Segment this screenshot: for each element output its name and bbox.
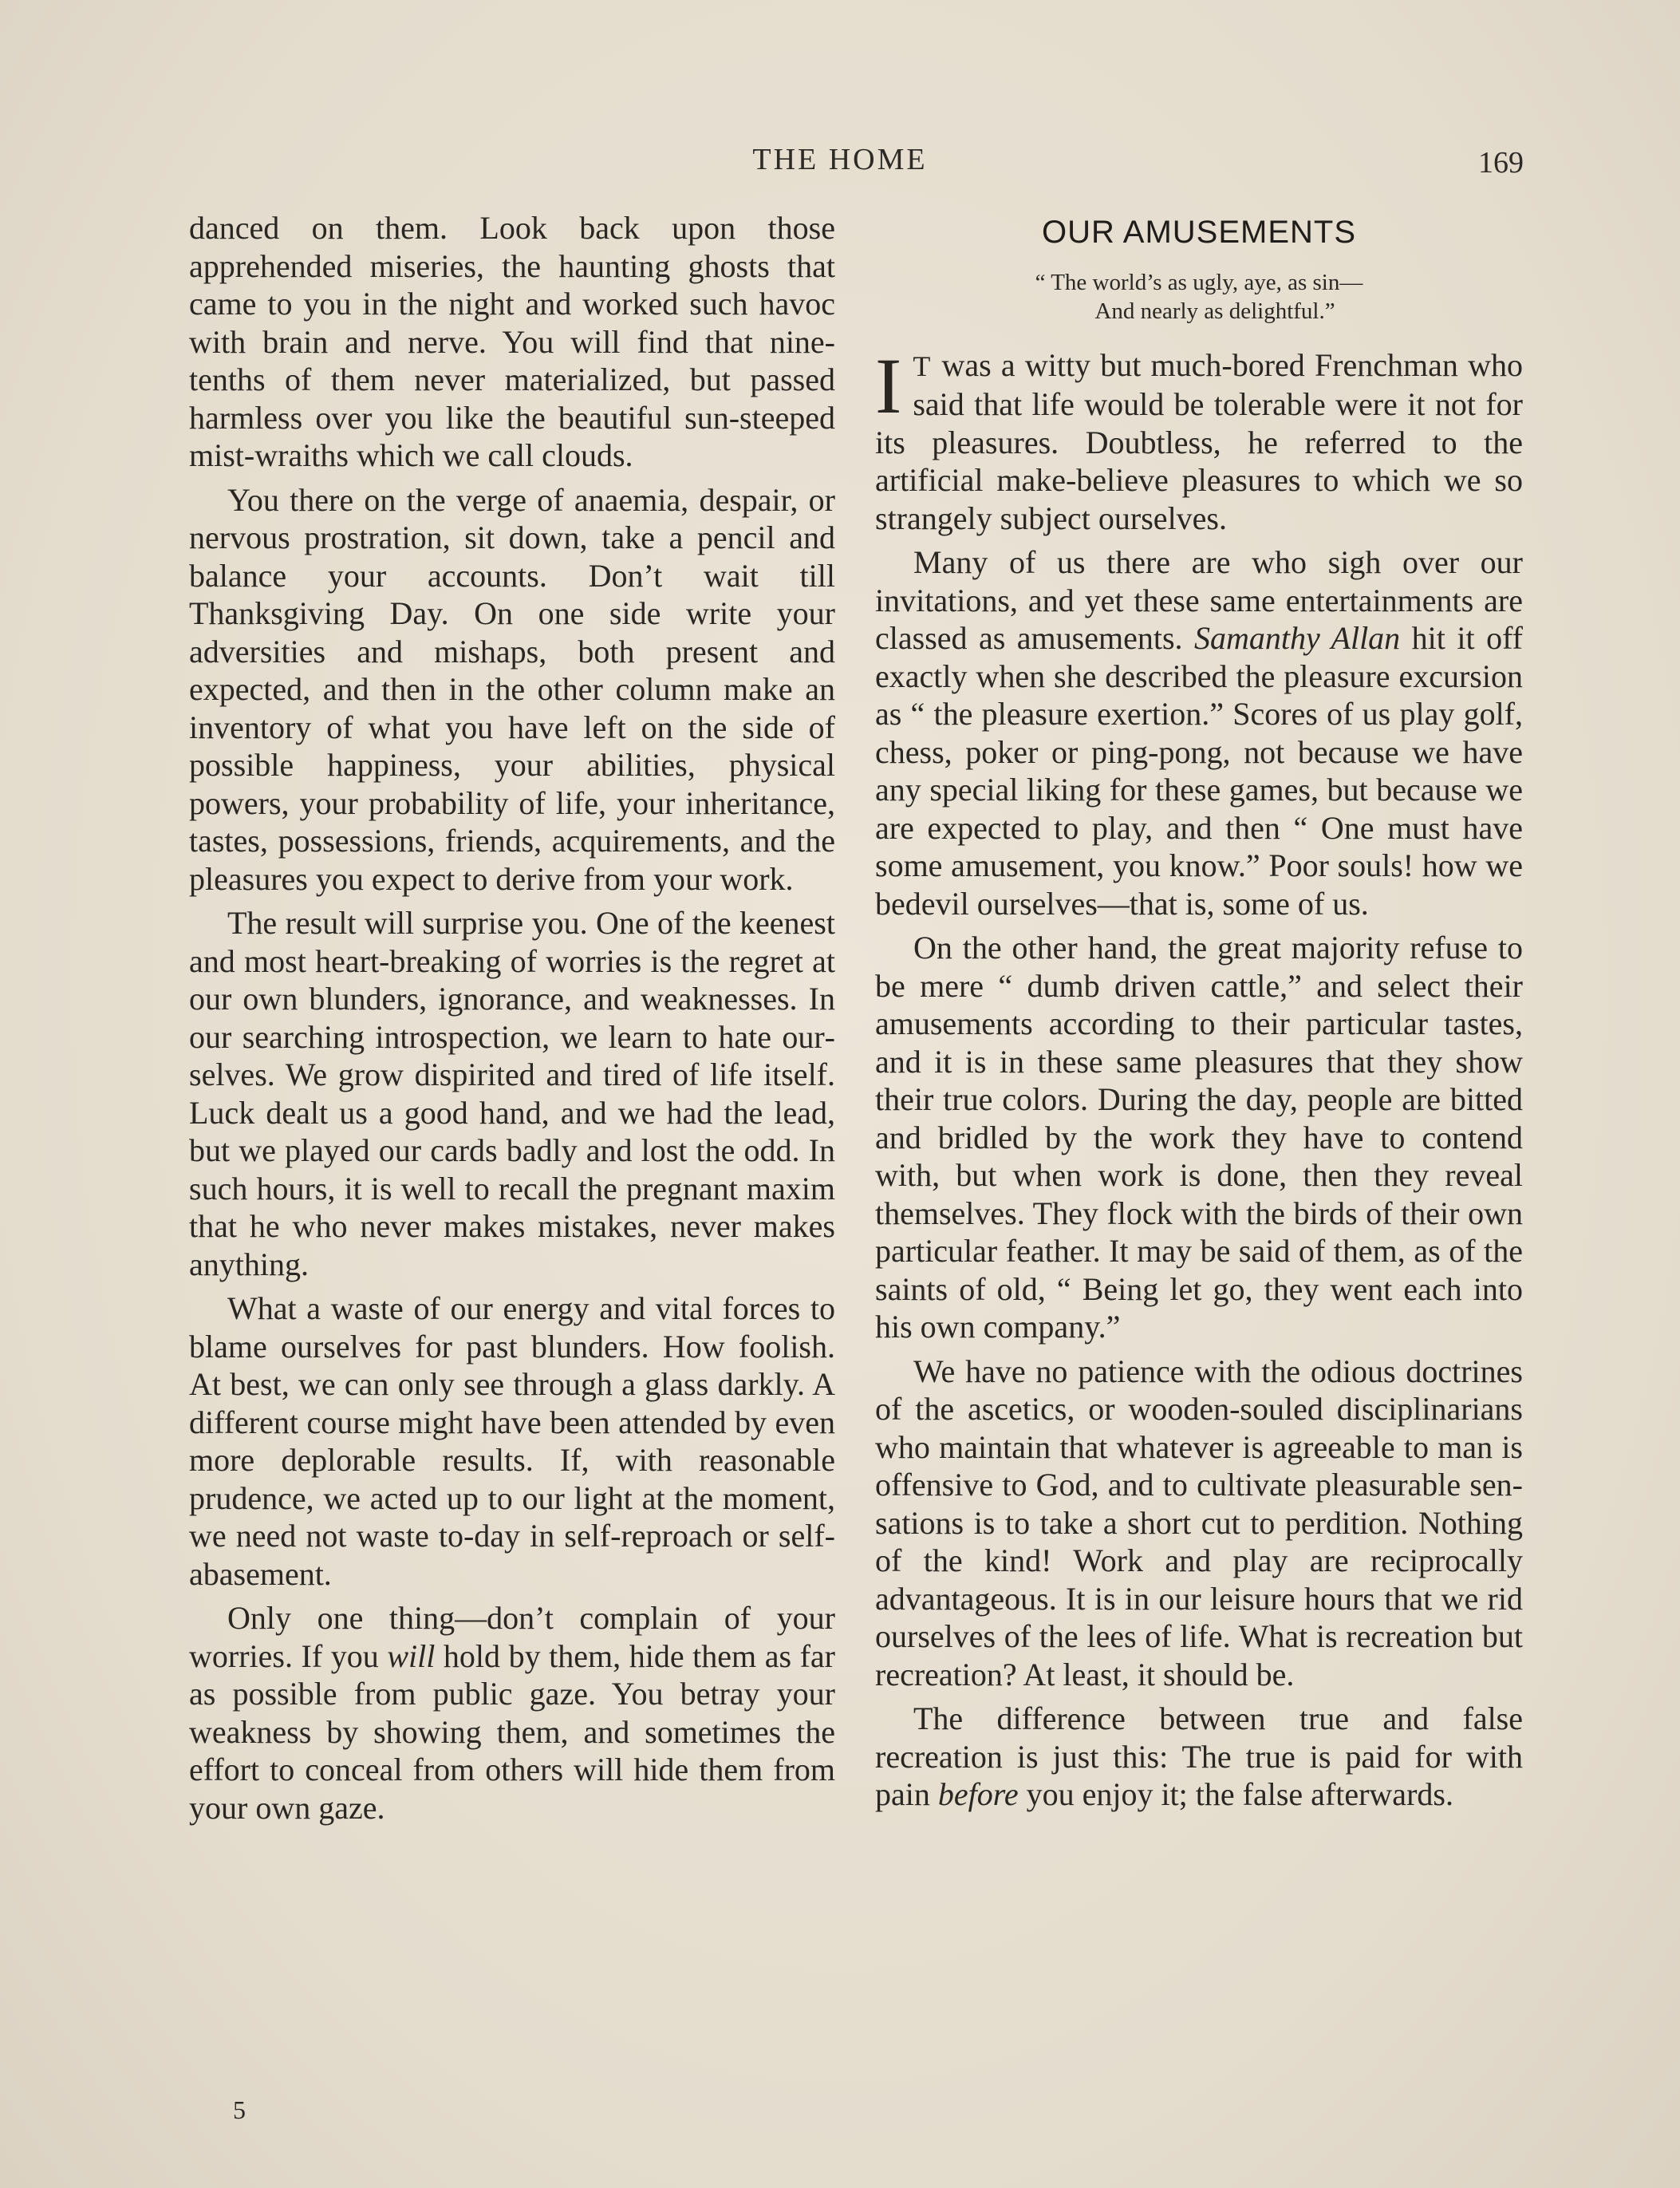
running-head: THE HOME — [752, 143, 928, 176]
left-p5-emphasis: will — [387, 1637, 436, 1674]
right-p5-text-a: The difference between true and false recreation is just this: The true is paid for with pain — [875, 1700, 1523, 1812]
right-paragraph-3: On the other hand, the great majority refuse to be mere “ dumb driven cattle,” and select their amusements according to their particular tastes, and it is in these same pleasures that they show their true colors. During the day, people are bitted and bridled by the work they have to contend with, but when work is done, then they reveal themselves. They flock with the birds of their own particular feather. It may be said of them, as of the saints of old, “ Being let go, they went each into his own company.” — [875, 930, 1523, 1345]
signature-mark: 5 — [233, 2095, 246, 2124]
right-p5-emphasis: before — [937, 1776, 1019, 1812]
right-p2-text-b: hit it off exactly when she described the pleasure excursion as “ the pleasure exertion.” Scores of us play golf, chess, poker or ping-pong, not because we have any special liking for these games, but because we are expected to play, and then “ One must have some amusement, you know.” Poor souls! how we bedevil ourselves—that is, some of us. — [875, 620, 1523, 922]
left-p5-text-b: hold by them, hide them as far as possible from public gaze. You betray your weakness by showing them, and sometimes the effort to conceal from others will hide them from your own gaze. — [189, 1637, 835, 1826]
left-p5-text-a: Only one thing—don’t complain of your worries. If you — [189, 1600, 835, 1674]
right-p2-emphasis: Samanthy Allan — [1194, 620, 1401, 656]
right-p1-text: was a witty but much-bored Frenchman who said that life would be tolerable were it not for its pleasures. Doubtless, he referred to the artificial make-believe pleasures to which we so strangely subject ourselves. — [875, 346, 1523, 536]
drop-cap-small: T — [913, 350, 933, 382]
right-p2-text-a: Many of us there are who sigh over our invitations, and yet these same entertainments are classed as amusements. — [875, 544, 1523, 656]
right-column — [875, 214, 1523, 1820]
right-paragraph-2 — [875, 543, 1523, 922]
left-paragraph-2: You there on the verge of anaemia, despair, or nervous prostration, sit down, take a pencil and balance your accounts. Don’t wait till Thanksgiving Day. On one side write your adversities and mishaps, both present and expected, and then in the other column make an inventory of what you have left on the side of possible happiness, your abilities, physical powers, your probability of life, your inheritance, tastes, possessions, friends, acquirements, and the pleasures you expect to derive from your work. — [189, 481, 835, 897]
left-paragraph-3: The result will surprise you. One of the keenest and most heart-breaking of worries is the regret at our own blunders, ignorance, and weaknesses. In our searching introspection, we learn to hate ourselves. We grow dispirited and tired of life itself. Luck dealt us a good hand, and we had the lead, but we played our cards badly and lost the odd. In such hours, it is well to recall the pregnant maxim that he who never makes mistakes, never makes anything. — [189, 905, 835, 1282]
left-paragraph-5 — [189, 1599, 835, 1827]
left-paragraph-4: What a waste of our energy and vital forces to blame ourselves for past blunders. How foolish. At best, we can only see through a glass darkly. A different course might have been attended by even more deplorable results. If, with reasonable prudence, we acted up to our light at the moment, we need not waste to-day in self-reproach or self-abasement. — [189, 1290, 835, 1592]
epigraph-line-1: “ The world’s as ugly, aye, as sin— — [1035, 269, 1363, 295]
epigraph — [875, 268, 1523, 326]
drop-cap: I — [875, 341, 902, 430]
right-paragraph-1 — [875, 341, 1523, 538]
epigraph-line-2: And nearly as delightful.” — [1094, 298, 1335, 324]
right-p5-text-b: you enjoy it; the false afterwards. — [1018, 1776, 1453, 1812]
left-paragraph-1: danced on them. Look back upon those apprehended miseries, the haunting ghosts that came to you in the night and worked such havoc with brain and nerve. You will find that nine-tenths of them never materialized, but passed harmless over you like the beautiful sun-steeped mist-wraiths which we call clouds. — [189, 210, 835, 473]
right-paragraph-4: We have no patience with the odious doctrines of the ascetics, or wooden-souled disciplinarians who maintain that whatever is agreeable to man is offensive to God, and to cultivate pleasurable sensations is to take a short cut to perdition. Nothing of the kind! Work and play are reciprocally advantageous. It is in our leisure hours that we rid ourselves of the lees of life. What is recreation but recreation? At least, it should be. — [875, 1353, 1523, 1692]
left-column — [189, 209, 835, 1833]
page-number: 169 — [1478, 146, 1524, 180]
right-paragraph-5 — [875, 1700, 1523, 1814]
article-title: OUR AMUSEMENTS — [1041, 215, 1357, 250]
